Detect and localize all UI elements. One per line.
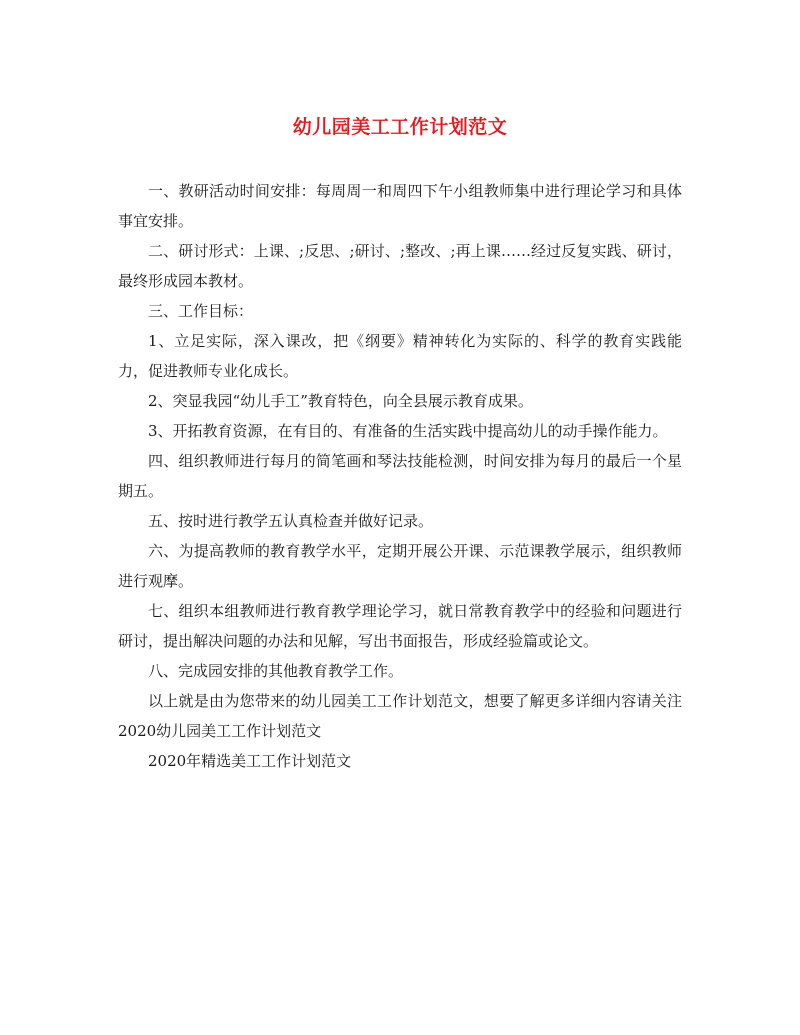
paragraph-theory-study: 七、组织本组教师进行教育教学理论学习，就日常教育教学中的经验和问题进行研讨，提出解决问题的办法和见解，写出书面报告，形成经验篇或论文。 [118,602,682,650]
document-title: 幼儿园美工工作计划范文 [292,116,508,138]
paragraph-goal-1: 1、立足实际，深入课改，把《纲要》精神转化为实际的、科学的教育实践能力，促进教师专业化成长。 [118,332,682,380]
paragraph-goal-3: 3、开拓教育资源，在有目的、有准备的生活实践中提高幼儿的动手操作能力。 [148,422,668,440]
paragraph-closing: 以上就是由为您带来的幼儿园美工工作计划范文，想要了解更多详细内容请关注2020幼儿园美工工作计划范文 [118,692,682,740]
paragraph-other-work: 八、完成园安排的其他教育教学工作。 [148,662,404,680]
paragraph-goal-2: 2、突显我园“幼儿手工”教育特色，向全县展示教育成果。 [148,392,533,410]
paragraph-records: 五、按时进行教学五认真检查并做好记录。 [148,512,434,530]
paragraph-related-link: 2020年精选美工工作计划范文 [148,752,352,770]
paragraph-teaching-schedule: 一、教研活动时间安排：每周周一和周四下午小组教师集中进行理论学习和具体事宜安排。 [118,182,682,230]
paragraph-goals-heading: 三、工作目标： [148,302,254,320]
paragraph-open-classes: 六、为提高教师的教育教学水平，定期开展公开课、示范课教学展示，组织教师进行观摩。 [118,542,682,590]
document-body [118,176,682,776]
paragraph-discussion-format: 二、研讨形式：上课、;反思、;研讨、;整改、;再上课……经过反复实践、研讨，最终形成园本教材。 [118,242,682,290]
paragraph-monthly-check: 四、组织教师进行每月的简笔画和琴法技能检测，时间安排为每月的最后一个星期五。 [118,452,682,500]
